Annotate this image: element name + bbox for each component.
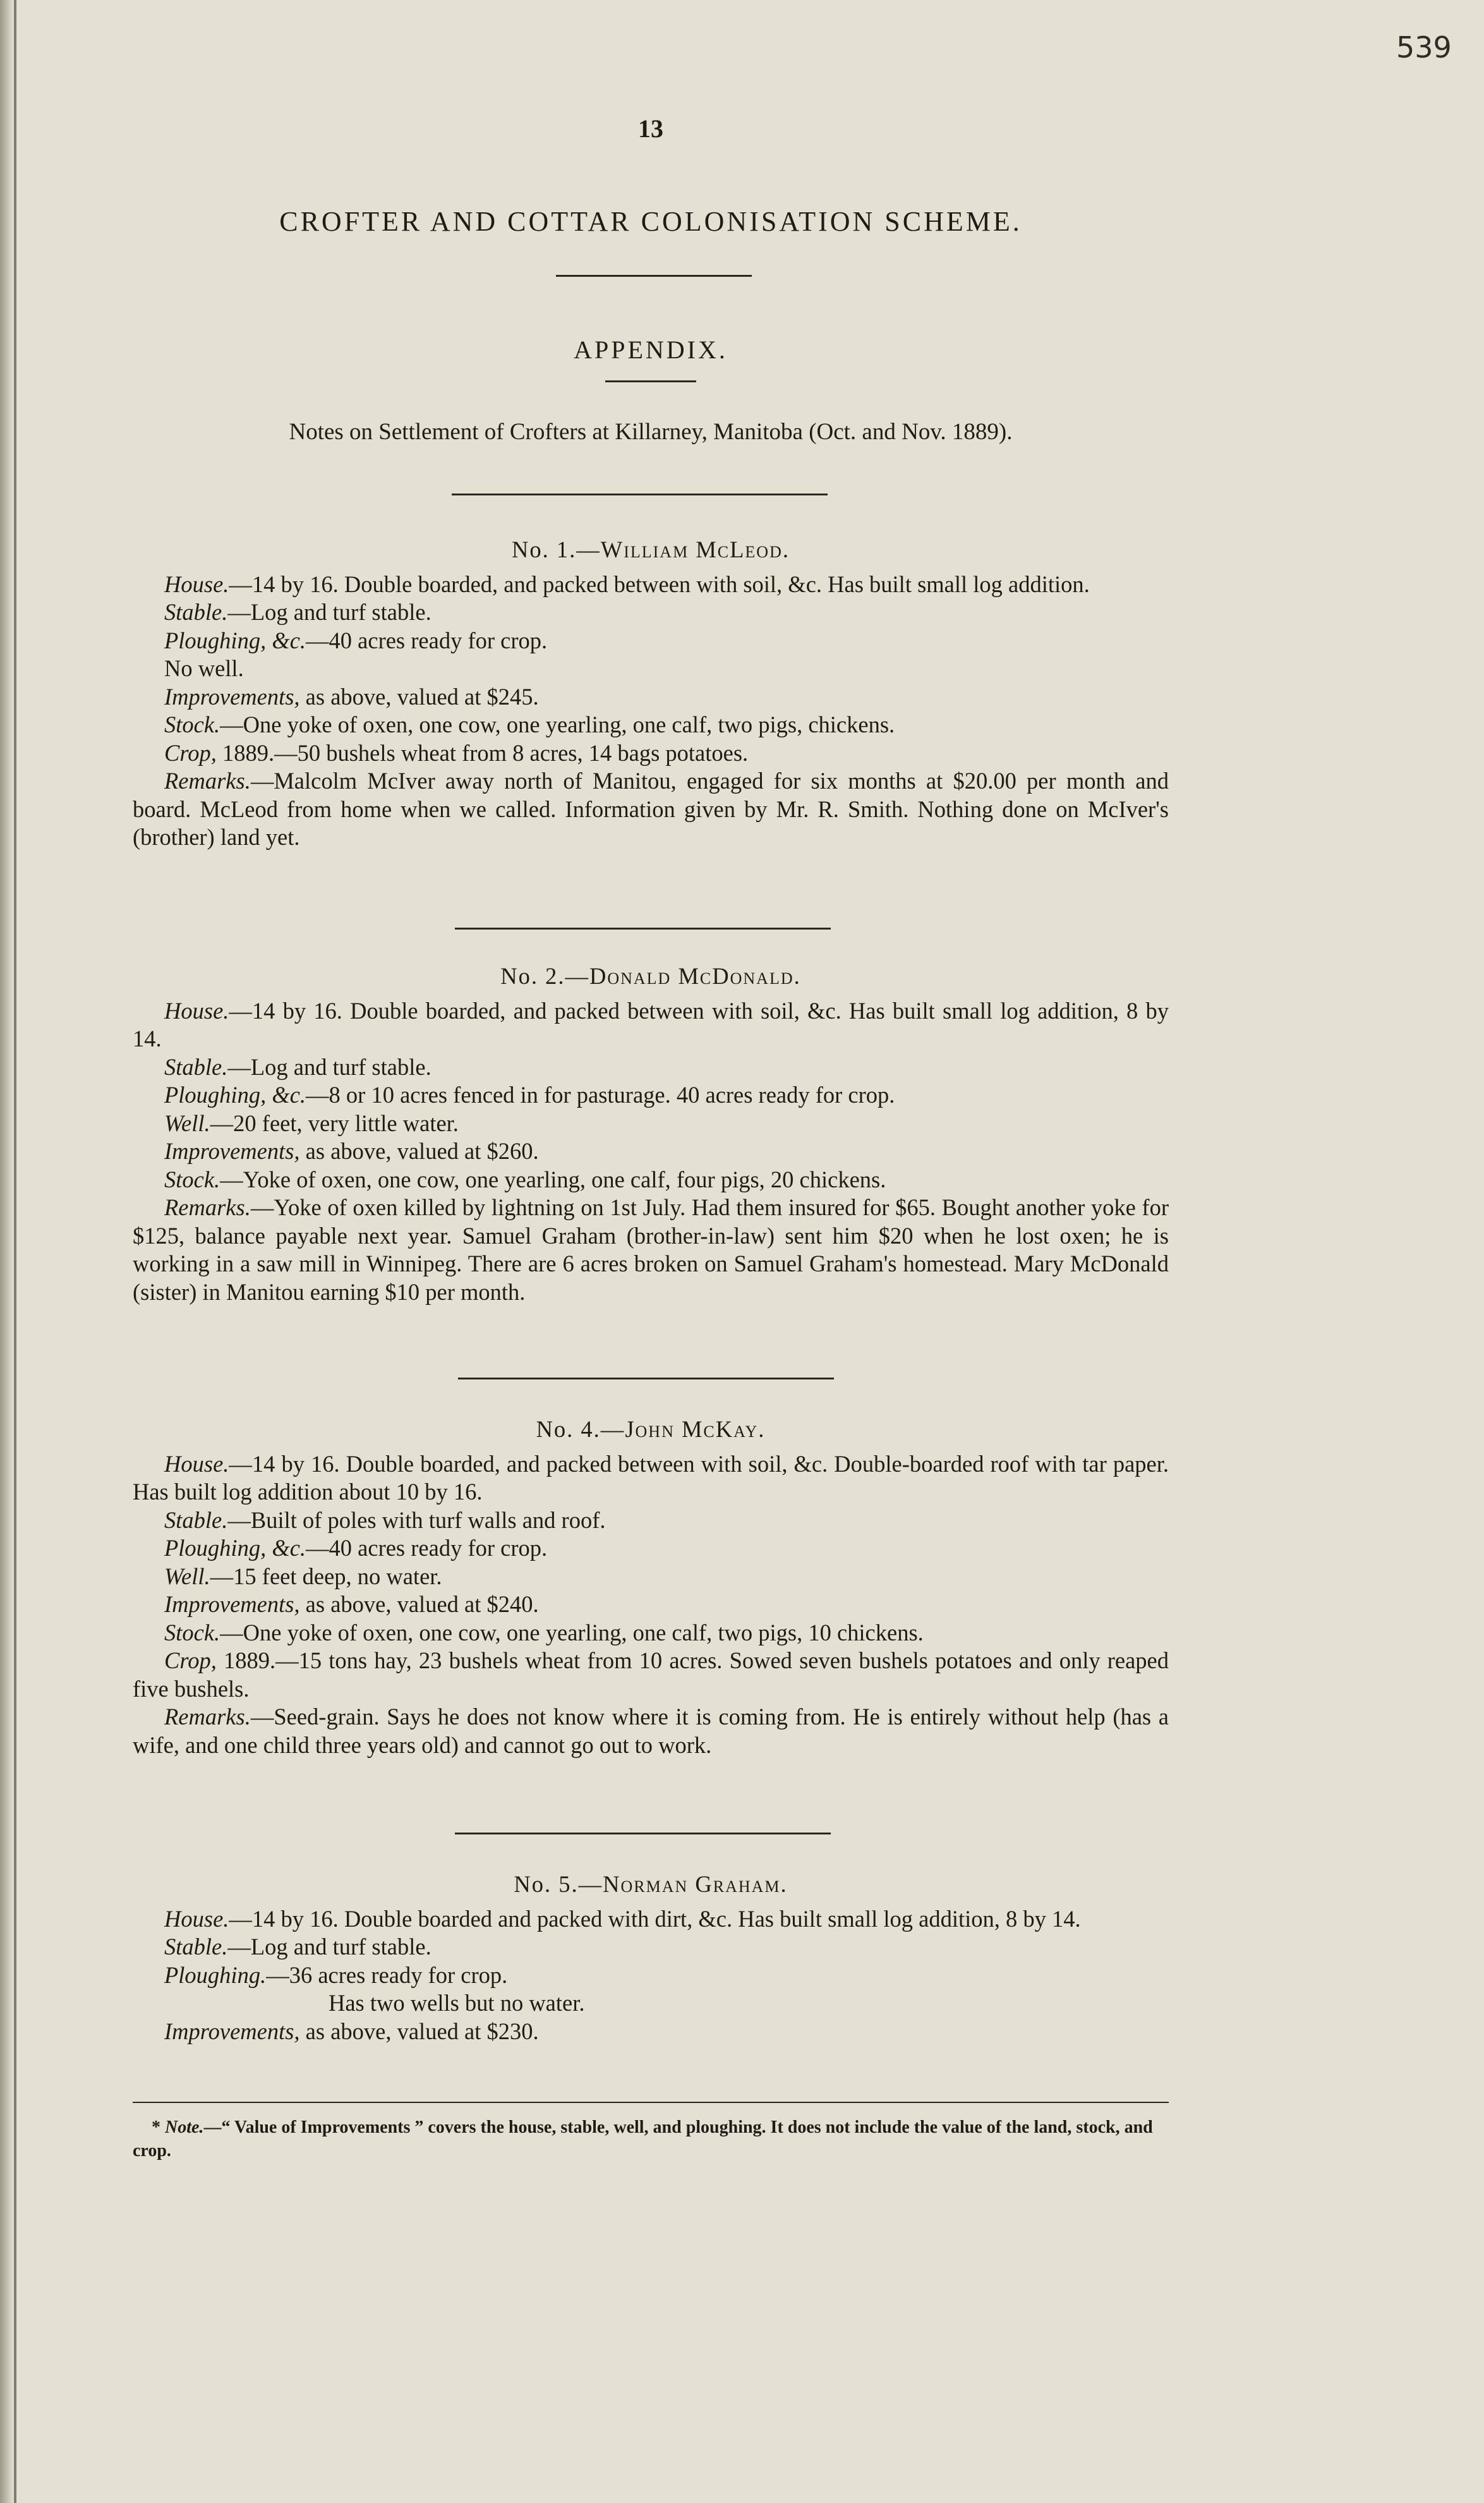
entry-text: —Seed-grain. Says he does not know where it is coming from. He is entirely without help (has a wife, and one child three years old) and cannot go out to work. (133, 1704, 1169, 1758)
entry-section-2 (133, 962, 1169, 1306)
entry-label: Crop, (164, 739, 217, 766)
entry-label: Improvements, (164, 1591, 300, 1617)
entry-text: —One yoke of oxen, one cow, one yearling, one calf, two pigs, 10 chickens. (220, 1619, 924, 1645)
subtitle-divider (452, 494, 828, 495)
entry-label: Stable. (164, 1934, 228, 1960)
entry-label: Ploughing, &c. (164, 1535, 306, 1561)
entry-name: John McKay. (625, 1416, 766, 1442)
entry-text: as above, valued at $230. (299, 2018, 539, 2044)
entry-line (133, 683, 1169, 712)
entry-section-1 (133, 536, 1169, 852)
entry-line (133, 1563, 1169, 1591)
entry-line (133, 1933, 1169, 1961)
entry-line (133, 1703, 1169, 1759)
title-divider (556, 275, 752, 277)
entry-text: 1889.—50 bushels wheat from 8 acres, 14 bags potatoes. (216, 739, 749, 766)
entry-text: —Built of poles with turf walls and roof. (227, 1506, 606, 1533)
entry-name: Donald McDonald. (589, 963, 801, 989)
entry-label: Improvements, (164, 1138, 300, 1164)
entry-line (133, 1534, 1169, 1563)
entry-line (133, 1647, 1169, 1703)
entry-text: —14 by 16. Double boarded, and packed between with soil, &c. Has built small log addition, 8 by 14. (133, 997, 1169, 1052)
entry-text: —Yoke of oxen, one cow, one yearling, one calf, four pigs, 20 chickens. (220, 1166, 886, 1192)
entry-line (133, 1905, 1169, 1934)
entry-text: —14 by 16. Double boarded, and packed between with soil, &c. Has built small log addition. (229, 571, 1090, 597)
appendix-divider (605, 380, 696, 382)
entry-line (133, 1961, 1169, 1990)
entry-label: Ploughing. (164, 1961, 267, 1988)
entry-line (133, 1506, 1169, 1535)
entry-line (133, 1450, 1169, 1506)
entry-label: Improvements, (164, 683, 300, 710)
entry-text: —15 feet deep, no water. (210, 1563, 442, 1589)
entry-line (133, 1110, 1169, 1138)
entry-label: House. (164, 1905, 229, 1932)
entry-label: Stock. (164, 1166, 220, 1192)
entry-text: as above, valued at $245. (299, 683, 539, 710)
entry-label: House. (164, 1450, 229, 1477)
entry-text: —36 acres ready for crop. (266, 1961, 508, 1988)
document-subtitle: Notes on Settlement of Crofters at Killarney, Manitoba (Oct. and Nov. 1889). (289, 419, 1013, 445)
entry-name: William McLeod. (600, 536, 790, 562)
entry-text: 1889.—15 tons hay, 23 bushels wheat from 10 acres. Sowed seven bushels potatoes and only reaped five bushels. (133, 1647, 1169, 1702)
entry-label: House. (164, 997, 229, 1024)
entry-number: No. 5.— (514, 1871, 603, 1897)
entry-line (133, 571, 1169, 599)
entry-text: —20 feet, very little water. (210, 1110, 459, 1136)
entry-section-4 (133, 1415, 1169, 1759)
entry-line (133, 1166, 1169, 1194)
entry-heading (133, 962, 1169, 991)
entry-label: Well. (164, 1110, 210, 1136)
binding-line (14, 0, 16, 2503)
entry-heading (133, 1870, 1169, 1899)
entry-line (133, 1591, 1169, 1619)
entry-line (133, 739, 1169, 768)
entry-line (133, 1194, 1169, 1306)
section-divider (455, 928, 831, 930)
entry-line (133, 711, 1169, 739)
entry-line (133, 1989, 1169, 2018)
appendix-heading: APPENDIX. (574, 336, 728, 364)
footnote (133, 2116, 1169, 2162)
entry-line (133, 655, 1169, 683)
entry-label: Well. (164, 1563, 210, 1589)
entry-section-5 (133, 1870, 1169, 2045)
entry-label: Stock. (164, 1619, 220, 1645)
entry-text: —14 by 16. Double boarded, and packed between with soil, &c. Double-boarded roof with tar paper. Has built log addition about 10 by 16. (133, 1450, 1169, 1505)
entry-text: —Log and turf stable. (227, 1053, 431, 1080)
entry-label: Remarks. (164, 1704, 251, 1730)
entry-name: Norman Graham. (603, 1871, 788, 1897)
page-stamp-number: 539 (1396, 30, 1452, 64)
entry-label: Ploughing, &c. (164, 627, 306, 653)
entry-text: —Yoke of oxen killed by lightning on 1st July. Had them insured for $65. Bought another yoke for $125, balance payable next year. Samuel Graham (brother-in-law) sent him $20 when he lost oxen; he is working in a saw mill in Winnipeg. There are 6 acres broken on Samuel Graham's homestead. Mary McDonald (sister) in Manitou earning $10 per month. (133, 1194, 1169, 1305)
entry-text: —Log and turf stable. (227, 599, 431, 625)
entry-line (133, 1137, 1169, 1166)
entry-line (133, 1619, 1169, 1647)
entry-heading (133, 536, 1169, 564)
entry-line (133, 767, 1169, 852)
entry-line (133, 1081, 1169, 1110)
entry-text: as above, valued at $240. (299, 1591, 539, 1617)
footnote-marker: * (152, 2118, 165, 2137)
entry-line (133, 598, 1169, 627)
entry-label: Stable. (164, 599, 228, 625)
entry-number: No. 2.— (500, 963, 589, 989)
entry-text: —Log and turf stable. (227, 1934, 431, 1960)
entry-line (133, 1053, 1169, 1082)
entry-label: Stock. (164, 712, 220, 737)
entry-text: —One yoke of oxen, one cow, one yearling, one calf, two pigs, chickens. (220, 712, 895, 737)
entry-text: —8 or 10 acres fenced in for pasturage. 40 acres ready for crop. (306, 1082, 895, 1108)
entry-label: Remarks. (164, 768, 251, 794)
entry-line (133, 627, 1169, 655)
page-title: CROFTER AND COTTAR COLONISATION SCHEME. (279, 206, 1022, 237)
section-divider (458, 1378, 834, 1379)
entry-text: Has two wells but no water. (329, 1990, 585, 2016)
page-number: 13 (638, 114, 663, 143)
entry-number: No. 1.— (512, 536, 601, 562)
entry-label: House. (164, 571, 229, 597)
entry-text: —40 acres ready for crop. (306, 627, 548, 653)
entry-label: Ploughing, &c. (164, 1082, 306, 1108)
entry-text: —14 by 16. Double boarded and packed with dirt, &c. Has built small log addition, 8 by 14. (229, 1905, 1081, 1932)
entry-text: —Malcolm McIver away north of Manitou, engaged for six months at $20.00 per month and board. McLeod from home when we called. Information given by Mr. R. Smith. Nothing done on McIver's (brother) land yet. (133, 768, 1169, 850)
footnote-label: Note. (165, 2118, 204, 2137)
entry-text: as above, valued at $260. (299, 1138, 539, 1164)
entry-text: —40 acres ready for crop. (306, 1535, 548, 1561)
entry-label: Improvements, (164, 2018, 300, 2044)
binding-edge (0, 0, 14, 2503)
entry-label: Stable. (164, 1053, 228, 1080)
section-divider (455, 1833, 831, 1834)
entry-number: No. 4.— (536, 1416, 625, 1442)
entry-line (133, 2018, 1169, 2046)
entry-label: Crop, (164, 1647, 217, 1673)
document-content (133, 0, 1169, 2503)
entry-label: Stable. (164, 1506, 228, 1533)
footnote-divider (133, 2102, 1169, 2103)
entry-heading (133, 1415, 1169, 1444)
entry-line (133, 997, 1169, 1053)
entry-label: Remarks. (164, 1194, 251, 1220)
entry-text: No well. (164, 655, 244, 681)
footnote-text: —“ Value of Improvements ” covers the house, stable, well, and ploughing. It does not include the value of the land, stock, and crop. (133, 2118, 1153, 2161)
